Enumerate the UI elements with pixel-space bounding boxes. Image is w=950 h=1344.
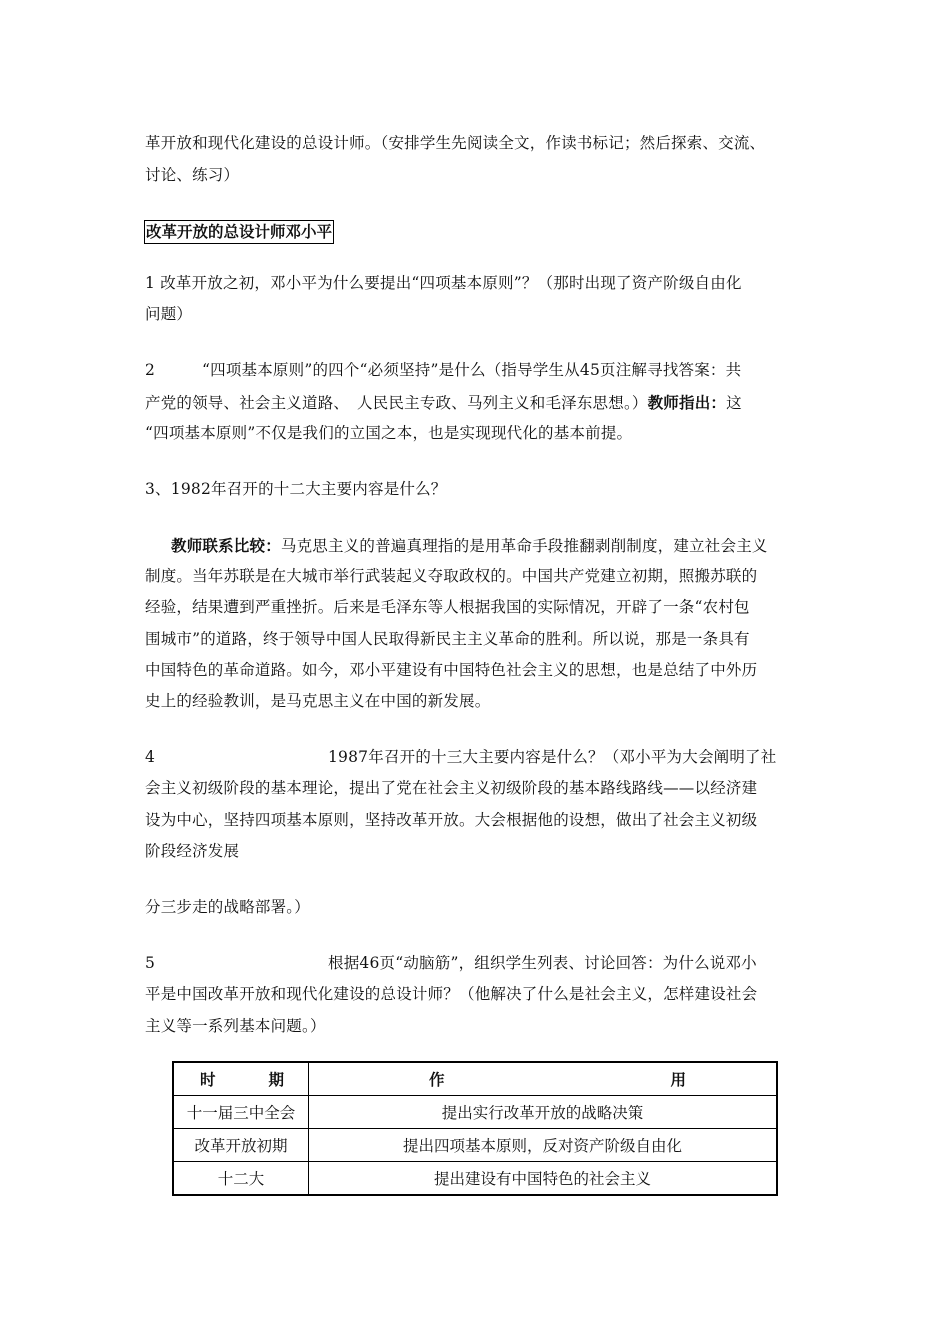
- question-2-line-3: “四项基本原则”不仅是我们的立国之本，也是实现现代化的基本前提。: [145, 424, 633, 442]
- question-5-number: 5: [145, 954, 156, 972]
- compare-line-6: 史上的经验教训，是马克思主义在中国的新发展。: [145, 692, 491, 710]
- question-2-line-2-tail: 这: [726, 394, 742, 412]
- question-4-line-3: 设为中心，坚持四项基本原则，坚持改革开放。大会根据他的设想，做出了社会主义初级: [145, 811, 758, 829]
- compare-text: 马克思主义的普遍真理指的是用革命手段推翻剥削制度，建立社会主义: [280, 537, 768, 555]
- question-4-line-1: [145, 742, 810, 773]
- question-4-number: 4: [145, 748, 156, 766]
- question-2-number: 2: [145, 361, 156, 379]
- question-4-line-2: 会主义初级阶段的基本理论，提出了党在社会主义初级阶段的基本路线路线——以经济建: [145, 779, 758, 797]
- role-cell: 提出实行改革开放的战略决策: [309, 1096, 778, 1129]
- header-role: 作 用: [309, 1062, 778, 1096]
- period-cell: 十一届三中全会: [173, 1096, 309, 1129]
- intro-line-2: 讨论、练习）: [145, 166, 240, 184]
- compare-line-2: 制度。当年苏联是在大城市举行武装起义夺取政权的。中国共产党建立初期，照搬苏联的: [145, 567, 758, 585]
- period-cell: 改革开放初期: [173, 1129, 309, 1162]
- table-header-row: [173, 1062, 777, 1096]
- question-5-line-1: [145, 948, 810, 979]
- question-5-text: 根据46页“动脑筋”，组织学生列表、讨论回答：为什么说邓小: [328, 954, 757, 972]
- question-2-line-1: [145, 355, 810, 386]
- table-row: [173, 1096, 777, 1129]
- roles-table: [172, 1061, 778, 1196]
- compare-label: 教师联系比较：: [171, 536, 281, 555]
- compare-line-3: 经验，结果遭到严重挫折。后来是毛泽东等人根据我国的实际情况，开辟了一条“农村包: [145, 598, 750, 616]
- table-row: [173, 1129, 777, 1162]
- question-2-line-2-text: 产党的领导、社会主义道路、 人民民主专政、马列主义和毛泽东思想。）: [145, 394, 648, 412]
- section-heading: 改革开放的总设计师邓小平: [144, 220, 334, 244]
- period-cell: 十二大: [173, 1162, 309, 1196]
- table-row: [173, 1162, 777, 1196]
- question-5-line-2: 平是中国改革开放和现代化建设的总设计师？（他解决了什么是社会主义，怎样建设社会: [145, 985, 758, 1003]
- header-period: 时 期: [173, 1062, 309, 1096]
- role-cell: 提出建设有中国特色的社会主义: [309, 1162, 778, 1196]
- question-2-text: “四项基本原则”的四个“必须坚持”是什么（指导学生从45页注解寻找答案：共: [202, 361, 742, 379]
- question-4-line-4: 阶段经济发展: [145, 842, 240, 860]
- role-cell: 提出四项基本原则，反对资产阶级自由化: [309, 1129, 778, 1162]
- question-2-line-2: [145, 387, 810, 419]
- compare-line-4: 围城市”的道路，终于领导中国人民取得新民主主义革命的胜利。所以说，那是一条具有: [145, 630, 750, 648]
- compare-line-5: 中国特色的革命道路。如今，邓小平建设有中国特色社会主义的思想，也是总结了中外历: [145, 661, 758, 679]
- question-1-line-2: 问题）: [145, 305, 193, 323]
- question-4-text: 1987年召开的十三大主要内容是什么？（邓小平为大会阐明了社: [328, 748, 777, 766]
- compare-line-1: [145, 530, 810, 562]
- question-3-line-1: 3、1982年召开的十二大主要内容是什么？: [145, 480, 447, 498]
- teacher-label: 教师指出：: [647, 393, 727, 412]
- question-1-line-1: 1 改革开放之初，邓小平为什么要提出“四项基本原则”？（那时出现了资产阶级自由化: [145, 274, 742, 292]
- question-5-line-3: 主义等一系列基本问题。）: [145, 1017, 326, 1035]
- question-4-line-5: 分三步走的战略部署。）: [145, 898, 310, 916]
- intro-line-1: 革开放和现代化建设的总设计师。（安排学生先阅读全文，作读书标记；然后探索、交流、: [145, 134, 766, 152]
